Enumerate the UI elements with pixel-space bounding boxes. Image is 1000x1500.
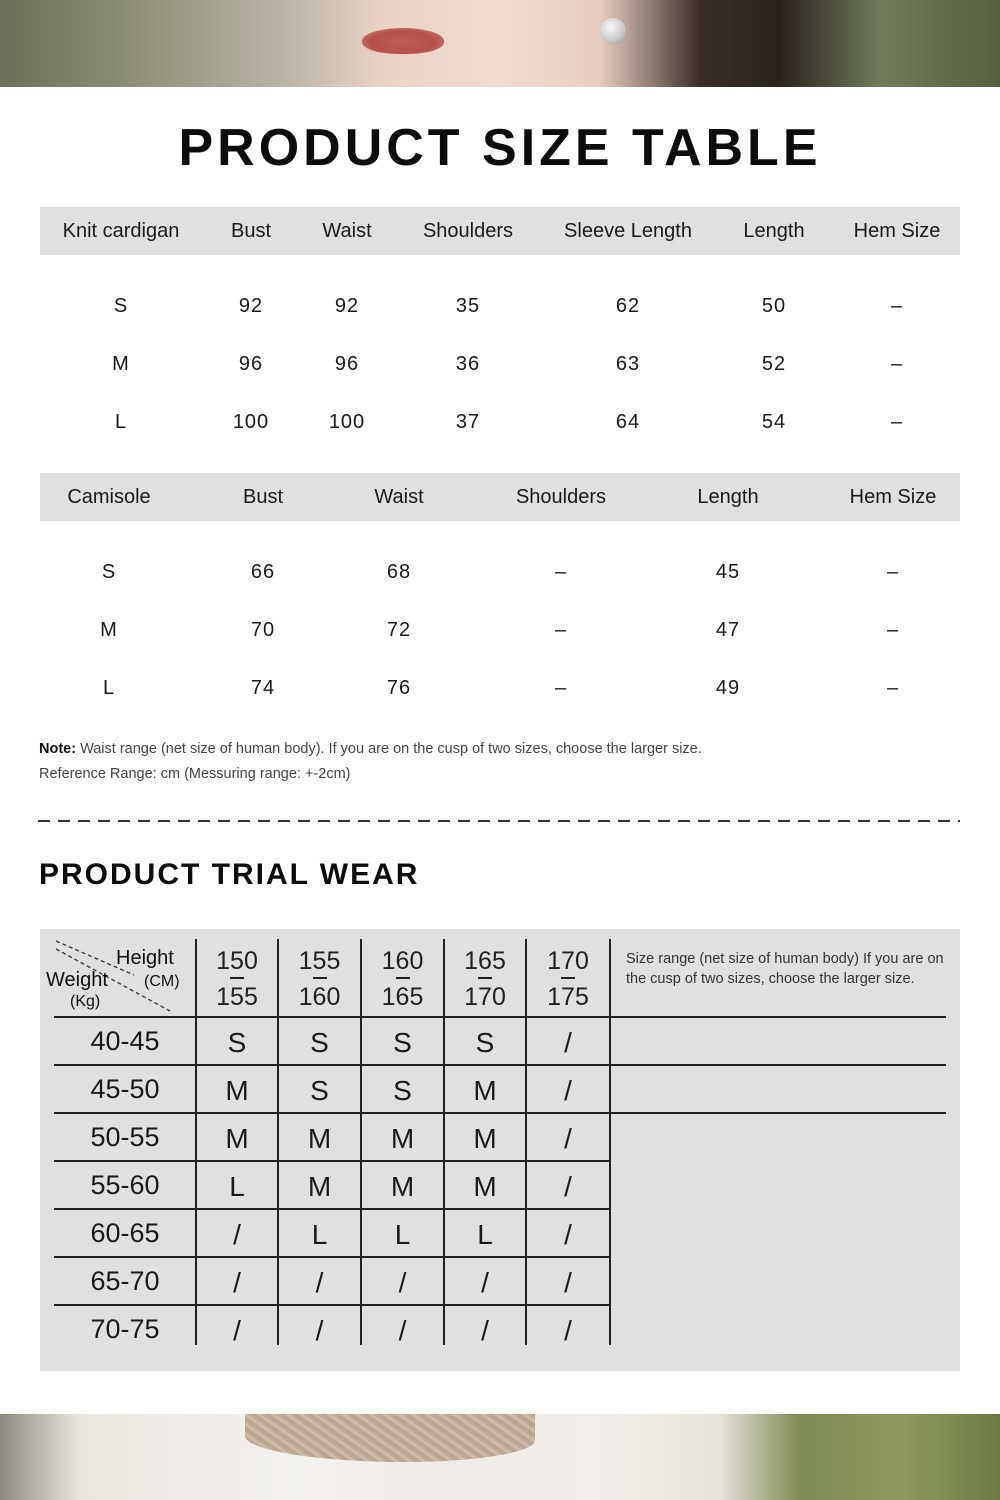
recommended-size-cell: M bbox=[473, 1075, 497, 1106]
knit-cell: – bbox=[890, 295, 904, 317]
camisole-cell: 68 bbox=[386, 561, 412, 583]
trial-wear-title: PRODUCT TRIAL WEAR bbox=[39, 858, 420, 891]
recommended-size-cell: / bbox=[564, 1075, 572, 1106]
camisole-row bbox=[40, 543, 960, 601]
size-note bbox=[39, 737, 702, 787]
knit-cell: 52 bbox=[761, 353, 787, 375]
grid-column-line bbox=[525, 939, 527, 1345]
cm-label: (CM) bbox=[144, 973, 180, 990]
weight-range-cell: 50-55 bbox=[90, 1122, 160, 1152]
recommended-size-cell: / bbox=[564, 1027, 572, 1058]
knit-cell: 36 bbox=[455, 353, 481, 375]
recommended-size-cell: M bbox=[473, 1123, 497, 1154]
camisole-header-cell: Bust bbox=[242, 486, 284, 508]
weight-range-cell: 45-50 bbox=[90, 1074, 160, 1104]
knit-header-row bbox=[40, 207, 960, 255]
camisole-cell: 76 bbox=[386, 677, 412, 699]
knit-cell: 37 bbox=[455, 411, 481, 433]
camisole-row bbox=[40, 659, 960, 717]
knit-header-cell: Hem Size bbox=[853, 220, 941, 242]
height-column-header bbox=[361, 943, 444, 1016]
recommended-size-cell: / bbox=[233, 1219, 241, 1250]
camisole-cell: 47 bbox=[715, 619, 741, 641]
knit-cell: 35 bbox=[455, 295, 481, 317]
camisole-cell: – bbox=[886, 561, 900, 583]
kg-label: (Kg) bbox=[70, 993, 101, 1010]
note-label: Note: bbox=[39, 741, 77, 757]
knit-cell: – bbox=[890, 411, 904, 433]
grid-row-line bbox=[54, 1064, 946, 1066]
recommended-size-cell: / bbox=[315, 1315, 324, 1346]
recommended-size-cell: / bbox=[564, 1219, 572, 1250]
recommended-size-cell: / bbox=[233, 1315, 241, 1346]
knit-sleeve-photo-detail bbox=[245, 1414, 535, 1462]
knit-cell: 64 bbox=[615, 411, 641, 433]
note-text: Waist range (net size of human body). If you are on the cusp of two sizes, choose the larger size. bbox=[76, 741, 702, 757]
knit-cell: 63 bbox=[615, 353, 641, 375]
camisole-cell: – bbox=[886, 677, 900, 699]
camisole-cell: – bbox=[554, 677, 568, 699]
recommended-size-cell: L bbox=[477, 1219, 493, 1250]
camisole-cell: S bbox=[101, 561, 117, 583]
knit-cell: 96 bbox=[238, 353, 264, 375]
height-column-header bbox=[526, 943, 610, 1016]
recommended-size-cell: L bbox=[229, 1171, 245, 1202]
camisole-cell: 49 bbox=[715, 677, 741, 699]
trial-wear-table bbox=[40, 929, 960, 1371]
recommended-size-cell: L bbox=[394, 1219, 411, 1250]
height-range-end: 155 bbox=[216, 983, 258, 1011]
recommended-size-cell: M bbox=[307, 1123, 332, 1154]
recommended-size-cell: M bbox=[225, 1123, 249, 1154]
knit-cell: 92 bbox=[334, 295, 360, 317]
recommended-size-cell: S bbox=[310, 1075, 329, 1106]
grid-column-line bbox=[443, 939, 445, 1345]
camisole-cell: L bbox=[102, 677, 116, 699]
recommended-size-cell: / bbox=[398, 1315, 407, 1346]
recommended-size-cell: S bbox=[393, 1075, 412, 1106]
recommended-size-cell: M bbox=[307, 1171, 332, 1202]
camisole-header-cell: Hem Size bbox=[849, 486, 937, 508]
grid-column-line bbox=[277, 939, 279, 1345]
recommended-size-cell: M bbox=[390, 1123, 415, 1154]
knit-cell: 92 bbox=[238, 295, 264, 317]
height-range-end: 170 bbox=[464, 983, 506, 1011]
knit-cell: 100 bbox=[232, 411, 270, 433]
knit-cell: 54 bbox=[761, 411, 787, 433]
weight-range-cell: 40-45 bbox=[90, 1026, 160, 1056]
grid-row-line bbox=[54, 1112, 946, 1114]
recommended-size-cell: S bbox=[393, 1027, 412, 1058]
recommended-size-cell: / bbox=[233, 1267, 241, 1298]
knit-cell: M bbox=[112, 353, 130, 375]
recommended-size-cell: L bbox=[311, 1219, 328, 1250]
knit-cell: 100 bbox=[328, 411, 366, 433]
height-range-end: 160 bbox=[298, 983, 341, 1011]
weight-range-cell: 60-65 bbox=[90, 1218, 160, 1248]
grid-column-line bbox=[360, 939, 362, 1345]
recommended-size-cell: / bbox=[564, 1315, 572, 1346]
camisole-cell: – bbox=[554, 561, 568, 583]
recommended-size-cell: / bbox=[564, 1267, 572, 1298]
grid-column-line bbox=[195, 939, 197, 1345]
camisole-cell: 66 bbox=[250, 561, 276, 583]
knit-cell: L bbox=[114, 411, 128, 433]
recommended-size-cell: M bbox=[225, 1075, 249, 1106]
weight-label: Weight bbox=[46, 969, 108, 991]
recommended-size-cell: S bbox=[475, 1027, 495, 1058]
height-range-start: 170 bbox=[547, 947, 589, 975]
recommended-size-cell: / bbox=[564, 1123, 572, 1154]
camisole-cell: 72 bbox=[386, 619, 412, 641]
camisole-header-row bbox=[40, 473, 960, 521]
camisole-header-cell: Camisole bbox=[67, 486, 151, 508]
recommended-size-cell: / bbox=[398, 1267, 407, 1298]
grid-column-line bbox=[609, 939, 611, 1345]
camisole-cell: – bbox=[886, 619, 900, 641]
knit-header-cell: Bust bbox=[230, 220, 272, 242]
grid-row-line bbox=[54, 1016, 946, 1018]
knit-header-cell: Shoulders bbox=[422, 220, 514, 242]
recommended-size-cell: S bbox=[227, 1027, 247, 1058]
recommended-size-cell: / bbox=[564, 1171, 572, 1202]
knit-cell: 50 bbox=[761, 295, 787, 317]
knit-row bbox=[40, 277, 960, 335]
height-column-header bbox=[444, 943, 526, 1016]
recommended-size-cell: S bbox=[310, 1027, 329, 1058]
weight-range-cell: 70-75 bbox=[90, 1314, 160, 1344]
knit-cell: – bbox=[890, 353, 904, 375]
page-title: PRODUCT SIZE TABLE bbox=[178, 119, 822, 177]
height-range-start: 150 bbox=[216, 947, 258, 975]
weight-range-cell: 55-60 bbox=[90, 1170, 160, 1200]
camisole-cell: 45 bbox=[715, 561, 741, 583]
size-range-note: Size range (net size of human body) If you are on the cusp of two sizes, choose the larger size. bbox=[626, 951, 944, 987]
knit-header-cell: Knit cardigan bbox=[62, 220, 180, 242]
knit-cell: 96 bbox=[334, 353, 360, 375]
knit-cell: S bbox=[113, 295, 129, 317]
camisole-cell: – bbox=[554, 619, 568, 641]
weight-range-cell: 65-70 bbox=[90, 1266, 160, 1296]
model-lips-photo-detail bbox=[362, 28, 444, 54]
camisole-cell: 74 bbox=[250, 677, 276, 699]
camisole-header-cell: Waist bbox=[374, 486, 424, 508]
camisole-header-cell: Shoulders bbox=[515, 486, 607, 508]
camisole-header-cell: Length bbox=[697, 486, 759, 508]
recommended-size-cell: M bbox=[390, 1171, 415, 1202]
top-photo bbox=[0, 0, 1000, 87]
dashed-divider bbox=[38, 820, 960, 822]
height-column-header bbox=[196, 943, 278, 1016]
height-range-start: 165 bbox=[464, 947, 506, 975]
knit-cell: 62 bbox=[615, 295, 641, 317]
corner-header bbox=[46, 939, 196, 1015]
knit-row bbox=[40, 393, 960, 451]
camisole-cell: M bbox=[100, 619, 118, 641]
camisole-cell: 70 bbox=[250, 619, 276, 641]
reference-range: Reference Range: cm (Messuring range: +-2cm) bbox=[39, 766, 351, 782]
recommended-size-cell: / bbox=[481, 1315, 489, 1346]
recommended-size-cell: / bbox=[315, 1267, 324, 1298]
bottom-photo bbox=[0, 1414, 1000, 1500]
knit-row bbox=[40, 335, 960, 393]
camisole-size-table bbox=[40, 473, 960, 717]
height-range-start: 160 bbox=[381, 947, 424, 975]
height-range-end: 175 bbox=[547, 983, 589, 1011]
knit-header-cell: Waist bbox=[322, 220, 372, 242]
height-range-end: 165 bbox=[381, 983, 424, 1011]
knit-header-cell: Sleeve Length bbox=[564, 220, 692, 242]
recommended-size-cell: M bbox=[473, 1171, 497, 1202]
height-range-start: 155 bbox=[298, 947, 341, 975]
knit-cardigan-size-table bbox=[40, 207, 960, 451]
recommended-size-cell: / bbox=[481, 1267, 489, 1298]
model-earring-photo-detail bbox=[600, 18, 626, 44]
height-label: Height bbox=[116, 947, 174, 969]
camisole-row bbox=[40, 601, 960, 659]
knit-header-cell: Length bbox=[743, 220, 805, 242]
height-column-header bbox=[278, 943, 361, 1016]
